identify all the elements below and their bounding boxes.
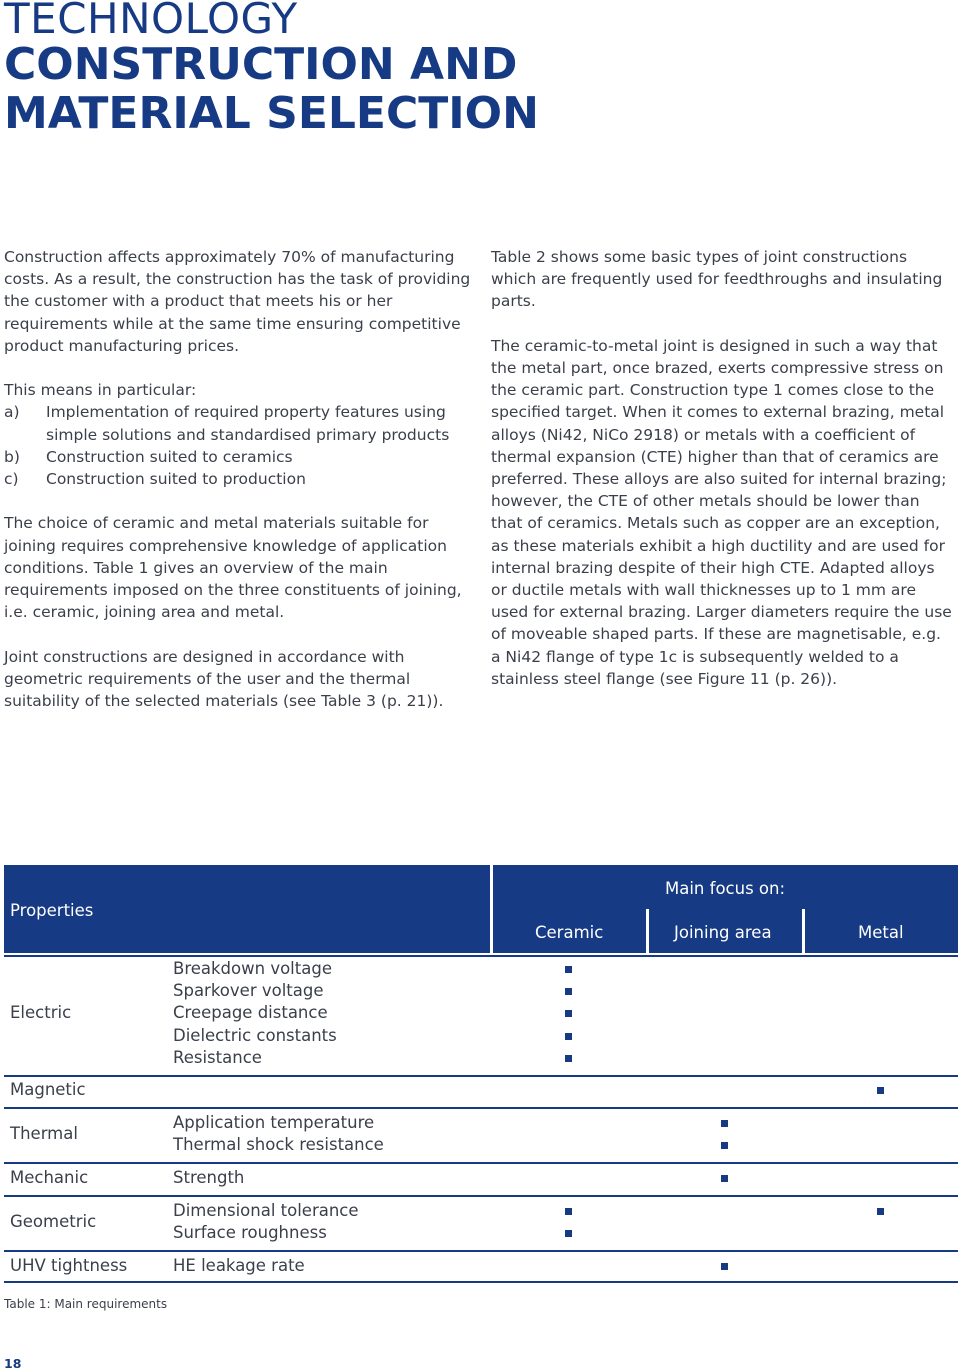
focus-mark: [721, 1175, 728, 1182]
table-header-ceramic: Ceramic: [535, 923, 604, 942]
focus-mark: [877, 1208, 884, 1215]
table-cell-item: Dielectric constants: [173, 1026, 337, 1045]
table-rule: [4, 955, 958, 957]
list-item: [4, 468, 474, 490]
table-header-divider: [802, 909, 805, 953]
focus-mark: [565, 966, 572, 973]
focus-mark: [565, 1033, 572, 1040]
table-rule: [4, 1195, 958, 1197]
table-header-divider: [490, 865, 493, 953]
table-cell-item: Creepage distance: [173, 1003, 328, 1022]
paragraph: Construction affects approximately 70% of manufacturing costs. As a result, the construction has the task of providing the customer with a product that meets his or her requirements while at the same time ensuring competitive product manufacturing prices.: [4, 248, 471, 355]
table-caption: Table 1: Main requirements: [4, 1297, 168, 1311]
right-column: [491, 246, 953, 712]
paragraph: The ceramic-to-metal joint is designed in such a way that the metal part, once brazed, exerts compressive stress on the ceramic part. Construction type 1 comes close to the specified target. When it comes to external brazing, metal alloys (Ni42, NiCo 2918) or metals with a coefficient of thermal expansion (CTE) higher than that of ceramics are preferred. These alloys are also suited for internal brazing; however, the CTE of other metals should be lower than that of ceramics. Metals such as copper are an exception, as these materials exhibit a high ductility and are used for internal brazing despite of their high CTE. Adapted alloys or ductile metals with wall thicknesses up to 1 mm are used for external brazing. Larger diameters require the use of moveable shaped parts. If these are magnetisable, e.g. a Ni42 flange of type 1c is subsequently welded to a stainless steel flange (see Figure 11 (p. 26)).: [491, 336, 952, 688]
focus-mark: [565, 1055, 572, 1062]
table-rule: [4, 1107, 958, 1109]
table-cell-item: Surface roughness: [173, 1223, 327, 1242]
list-item-text: Construction suited to production: [46, 470, 306, 489]
focus-mark: [877, 1087, 884, 1094]
focus-mark: [565, 988, 572, 995]
list-item: [4, 446, 474, 468]
page-title-line-1: CONSTRUCTION AND: [4, 39, 518, 90]
paragraph: This means in particular:: [4, 381, 197, 400]
list-item-text: Construction suited to ceramics: [46, 447, 293, 466]
table-cell-item: Resistance: [173, 1048, 262, 1067]
table-cell-property: Thermal: [10, 1124, 78, 1143]
table-cell-item: Strength: [173, 1168, 245, 1187]
table-rule: [4, 1250, 958, 1252]
focus-mark: [721, 1263, 728, 1270]
table-header-main-focus: Main focus on:: [665, 879, 786, 898]
left-column: [4, 246, 474, 734]
table-cell-property: Magnetic: [10, 1080, 86, 1099]
table-cell-item: HE leakage rate: [173, 1256, 305, 1275]
section-kicker: TECHNOLOGY: [4, 0, 298, 43]
table-cell-property: Geometric: [10, 1212, 97, 1231]
paragraph: The choice of ceramic and metal materials suitable for joining requires comprehensive knowledge of application conditions. Table 1 gives an overview of the main requirements imposed on the three constituents of joining, i.e. ceramic, joining area and metal.: [4, 514, 462, 622]
focus-mark: [565, 1208, 572, 1215]
table-header-metal: Metal: [858, 923, 904, 942]
focus-mark: [565, 1010, 572, 1017]
table-rule: [4, 1162, 958, 1164]
page-title-line-2: MATERIAL SELECTION: [4, 88, 539, 139]
list-item-label: a): [4, 403, 20, 422]
table-cell-property: Electric: [10, 1003, 72, 1022]
table-rule: [4, 1281, 958, 1283]
table-cell-item: Application temperature: [173, 1113, 375, 1132]
table-header-properties: Properties: [10, 901, 94, 920]
page-number: 18: [4, 1356, 22, 1371]
table-cell-property: Mechanic: [10, 1168, 89, 1187]
list-item-text: Implementation of required property features using simple solutions and standardised primary products: [46, 403, 450, 444]
paragraph: Table 2 shows some basic types of joint constructions which are frequently used for feedthroughs and insulating parts.: [491, 248, 943, 311]
table-header-joining-area: Joining area: [674, 923, 772, 942]
paragraph: Joint constructions are designed in accordance with geometric requirements of the user and the thermal suitability of the selected materials (see Table 3 (p. 21)).: [4, 647, 444, 711]
page-title: [4, 40, 704, 138]
table-header-divider: [646, 909, 649, 953]
table-cell-item: Breakdown voltage: [173, 959, 332, 978]
list-item: [4, 401, 474, 445]
focus-mark: [721, 1120, 728, 1127]
table-cell-item: Dimensional tolerance: [173, 1201, 359, 1220]
list-item-label: c): [4, 470, 19, 489]
list-item-label: b): [4, 447, 20, 466]
focus-mark: [721, 1142, 728, 1149]
table-header: [4, 865, 958, 953]
focus-mark: [565, 1230, 572, 1237]
table-cell-item: Thermal shock resistance: [173, 1135, 384, 1154]
table-rule: [4, 1075, 958, 1077]
table-cell-property: UHV tightness: [10, 1256, 128, 1275]
table-cell-item: Sparkover voltage: [173, 981, 324, 1000]
